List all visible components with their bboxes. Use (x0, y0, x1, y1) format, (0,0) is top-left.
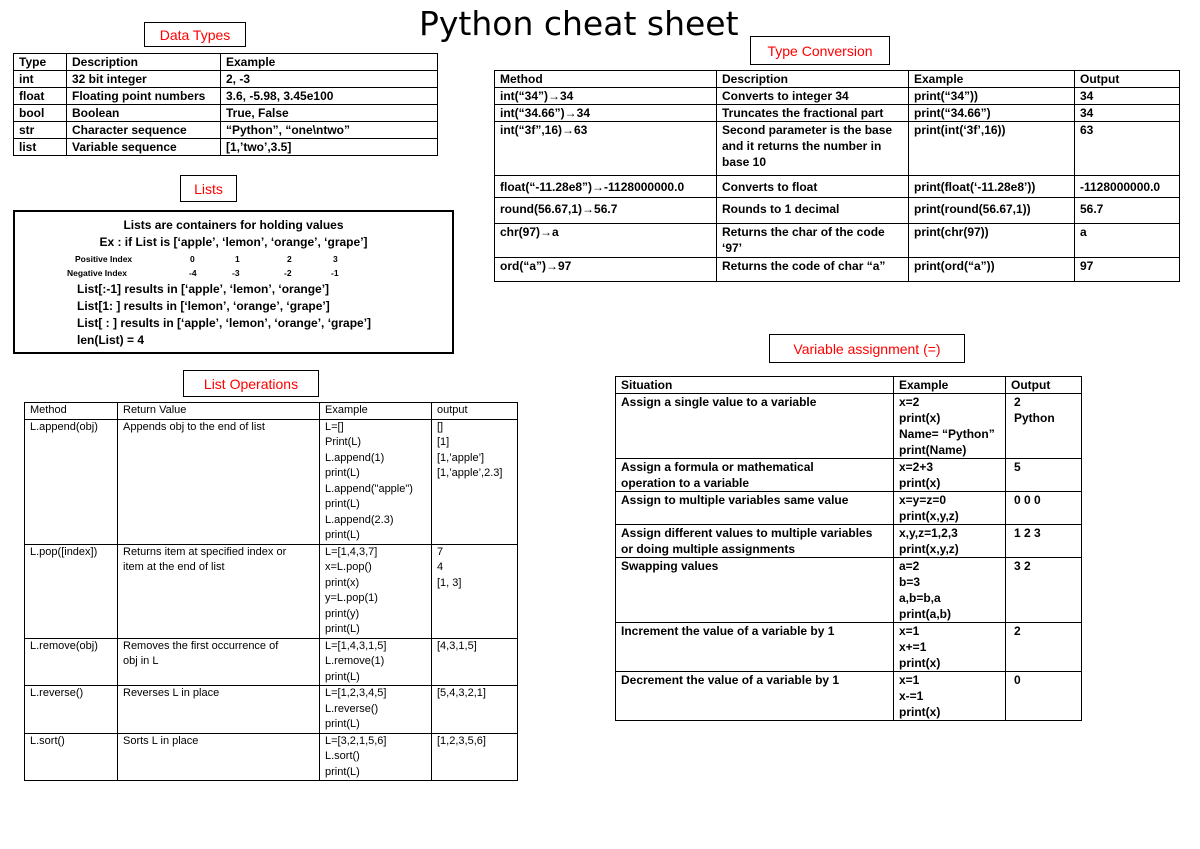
example-cell-line: x-=1 (899, 689, 924, 703)
column-header: Output (1006, 377, 1082, 394)
type-cell: int (14, 71, 67, 88)
return-value-cell (118, 544, 320, 638)
example-cell-line: print(L) (325, 718, 360, 730)
table-row (495, 88, 1180, 105)
example-cell (320, 733, 432, 781)
example-cell (320, 419, 432, 544)
column-header: Example (320, 403, 432, 420)
column-header: Output (1075, 71, 1180, 88)
table-row (616, 492, 1082, 525)
return-value-cell-line: Sorts L in place (123, 734, 199, 747)
description-cell (717, 88, 909, 105)
table-row (14, 122, 438, 139)
method-cell: L.reverse() (25, 686, 118, 734)
example-cell (894, 394, 1006, 459)
lists-heading: Lists (180, 175, 237, 202)
example-cell-line: x=2 (899, 395, 920, 409)
negative-index-value: -1 (331, 268, 339, 278)
example-cell: “Python”, “one\ntwo” (221, 122, 438, 139)
table-header-row (25, 403, 518, 420)
output-cell-line: 5 (1014, 460, 1021, 474)
output-cell-line: 4 (437, 561, 444, 573)
table-row (495, 122, 1180, 176)
column-header: Description (67, 54, 221, 71)
slice-example: List[:-1] results in [‘apple’, ‘lemon’, ‘orange’] (77, 282, 330, 296)
description-cell (717, 176, 909, 198)
example-cell (320, 686, 432, 734)
output-cell: 34 (1075, 105, 1180, 122)
table-row (495, 176, 1180, 198)
example-cell: print(“34.66”) (909, 105, 1075, 122)
example-cell (894, 492, 1006, 525)
page-title: Python cheat sheet (419, 4, 739, 43)
situation-cell-line: or doing multiple assignments (621, 542, 796, 556)
output-cell (1006, 394, 1082, 459)
type-cell: list (14, 139, 67, 156)
return-value-cell (118, 733, 320, 781)
method-cell: int(“34”)→34 (495, 88, 717, 105)
negative-index-value: -3 (232, 268, 240, 278)
example-cell-line: print(L) (325, 623, 360, 635)
output-cell-line: [1,’apple’] (437, 451, 485, 464)
description-cell-line: Returns the code of char “a” (722, 259, 886, 273)
example-cell-line: print(L) (325, 529, 360, 541)
situation-cell-line: Increment the value of a variable by 1 (621, 624, 835, 638)
example-cell-line: print(L) (325, 498, 360, 510)
example-cell-line: L=[3,2,1,5,6] (325, 734, 387, 747)
method-cell: L.append(obj) (25, 419, 118, 544)
example-cell-line: x=L.pop() (325, 561, 372, 573)
negative-index-value: -2 (284, 268, 292, 278)
table-row (495, 224, 1180, 258)
table-row (14, 105, 438, 122)
example-cell-line: print(a,b) (899, 607, 951, 621)
example-cell (894, 672, 1006, 721)
example-cell-line: L.append("apple") (325, 482, 413, 495)
situation-cell (616, 459, 894, 492)
situation-cell-line: Swapping values (621, 559, 719, 573)
lists-definition: Lists are containers for holding values (123, 218, 344, 232)
method-cell: round(56.67,1)→56.7 (495, 198, 717, 224)
lists-box (13, 210, 454, 354)
len-example: len(List) = 4 (77, 333, 145, 347)
example-cell-line: x,y,z=1,2,3 (899, 526, 958, 540)
method-cell: int(“34.66”)→34 (495, 105, 717, 122)
method-cell: L.remove(obj) (25, 638, 118, 686)
description-cell: 32 bit integer (67, 71, 221, 88)
example-cell-line: print(L) (325, 670, 360, 683)
type-cell: bool (14, 105, 67, 122)
table-row (495, 105, 1180, 122)
list-operations-table (24, 402, 518, 781)
variable-assignment-heading: Variable assignment (=) (769, 334, 965, 363)
example-cell (320, 638, 432, 686)
type-cell: str (14, 122, 67, 139)
return-value-cell-line: item at the end of list (123, 561, 225, 573)
output-cell-line: 0 0 0 (1014, 493, 1041, 507)
list-operations-heading: List Operations (183, 370, 319, 397)
return-value-cell (118, 686, 320, 734)
output-cell (432, 686, 518, 734)
description-cell: Boolean (67, 105, 221, 122)
situation-cell-line: operation to a variable (621, 476, 750, 490)
description-cell (717, 258, 909, 282)
example-cell-line: x=1 (899, 673, 920, 687)
column-header: Method (25, 403, 118, 420)
table-row (616, 394, 1082, 459)
return-value-cell-line: Returns item at specified index or (123, 545, 287, 558)
output-cell: 56.7 (1075, 198, 1180, 224)
column-header: Example (909, 71, 1075, 88)
example-cell-line: print(x,y,z) (899, 542, 959, 556)
table-row (616, 525, 1082, 558)
example-cell-line: L.remove(1) (325, 655, 385, 667)
description-cell-line: ‘97’ (722, 241, 743, 255)
example-cell-line: print(x) (899, 656, 941, 670)
lists-example: Ex : if List is [‘apple’, ‘lemon’, ‘orange’, ‘grape’] (99, 235, 368, 249)
example-cell-line: L.append(2.3) (325, 513, 394, 526)
example-cell-line: x=y=z=0 (899, 493, 947, 507)
table-row (495, 198, 1180, 224)
situation-cell (616, 623, 894, 672)
description-cell-line: Converts to float (722, 180, 818, 194)
table-row (25, 686, 518, 734)
return-value-cell-line: Appends obj to the end of list (123, 420, 265, 433)
example-cell-line: x=2+3 (899, 460, 934, 474)
example-cell-line: Name= “Python” (899, 427, 995, 441)
output-cell (1006, 623, 1082, 672)
positive-index-value: 2 (287, 254, 292, 264)
output-cell-line: [1,2,3,5,6] (437, 734, 486, 747)
description-cell (717, 105, 909, 122)
return-value-cell-line: Reverses L in place (123, 687, 220, 699)
output-cell (1006, 672, 1082, 721)
situation-cell (616, 492, 894, 525)
column-header: output (432, 403, 518, 420)
type-conversion-heading: Type Conversion (750, 36, 890, 65)
method-cell: L.pop([index]) (25, 544, 118, 638)
example-cell (894, 558, 1006, 623)
situation-cell (616, 672, 894, 721)
output-cell-line: [1,’apple’,2.3] (437, 467, 503, 479)
example-cell (894, 525, 1006, 558)
method-cell: ord(“a”)→97 (495, 258, 717, 282)
example-cell-line: print(x,y,z) (899, 509, 959, 523)
description-cell (717, 122, 909, 176)
description-cell (717, 224, 909, 258)
description-cell-line: Truncates the fractional part (722, 106, 884, 120)
column-header: Method (495, 71, 717, 88)
description-cell-line: Returns the char of the code (722, 225, 885, 239)
example-cell (894, 623, 1006, 672)
output-cell-line: [1, 3] (437, 576, 462, 589)
type-cell: float (14, 88, 67, 105)
column-header: Description (717, 71, 909, 88)
example-cell-line: x+=1 (899, 640, 927, 654)
description-cell: Character sequence (67, 122, 221, 139)
example-cell-line: print(Name) (899, 443, 967, 457)
example-cell: 3.6, -5.98, 3.45e100 (221, 88, 438, 105)
example-cell-line: print(L) (325, 765, 360, 778)
situation-cell-line: Assign to multiple variables same value (621, 493, 849, 507)
situation-cell-line: Assign a formula or mathematical (621, 460, 814, 474)
example-cell-line: b=3 (899, 575, 921, 589)
column-header: Type (14, 54, 67, 71)
return-value-cell-line: Removes the first occurrence of (123, 639, 279, 652)
table-row (25, 638, 518, 686)
output-cell-line: [] (437, 420, 444, 433)
example-cell-line: print(L) (325, 467, 360, 479)
example-cell (320, 544, 432, 638)
data-types-table (13, 53, 438, 156)
example-cell-line: print(y) (325, 607, 360, 620)
table-row (25, 419, 518, 544)
example-cell: print(“34”)) (909, 88, 1075, 105)
example-cell-line: L.reverse() (325, 702, 379, 715)
example-cell-line: a,b=b,a (899, 591, 941, 605)
description-cell-line: base 10 (722, 155, 767, 169)
example-cell-line: L=[1,4,3,7] (325, 545, 378, 558)
output-cell (432, 544, 518, 638)
situation-cell (616, 558, 894, 623)
slice-example: List[1: ] results in [‘lemon’, ‘orange’, ‘grape’] (77, 299, 330, 313)
output-cell-line: 0 (1014, 673, 1021, 687)
output-cell-line: 7 (437, 545, 444, 558)
method-cell: float(“-11.28e8”)→-1128000000.0 (495, 176, 717, 198)
table-row (14, 71, 438, 88)
output-cell-line: 2 (1014, 395, 1021, 409)
description-cell: Variable sequence (67, 139, 221, 156)
situation-cell-line: Decrement the value of a variable by 1 (621, 673, 840, 687)
situation-cell-line: Assign different values to multiple variables (621, 526, 873, 540)
table-row (495, 258, 1180, 282)
column-header: Situation (616, 377, 894, 394)
table-row (616, 623, 1082, 672)
example-cell (894, 459, 1006, 492)
example-cell-line: print(x) (899, 705, 941, 719)
example-cell-line: a=2 (899, 559, 920, 573)
example-cell-line: x=1 (899, 624, 920, 638)
output-cell-line: [1] (437, 436, 450, 448)
description-cell-line: Rounds to 1 decimal (722, 202, 840, 216)
example-cell: print(round(56.67,1)) (909, 198, 1075, 224)
column-header: Example (221, 54, 438, 71)
example-cell-line: print(x) (325, 576, 360, 589)
table-header-row (495, 71, 1180, 88)
example-cell: print(chr(97)) (909, 224, 1075, 258)
table-row (25, 544, 518, 638)
column-header: Return Value (118, 403, 320, 420)
data-types-heading: Data Types (144, 22, 246, 47)
description-cell-line: Converts to integer 34 (722, 89, 849, 103)
type-conversion-table (494, 70, 1180, 282)
example-cell: 2, -3 (221, 71, 438, 88)
positive-index-value: 3 (333, 254, 338, 264)
output-cell-line: [4,3,1,5] (437, 639, 477, 652)
situation-cell (616, 394, 894, 459)
output-cell (1006, 525, 1082, 558)
situation-cell (616, 525, 894, 558)
example-cell-line: print(x) (899, 476, 941, 490)
output-cell: -1128000000.0 (1075, 176, 1180, 198)
output-cell: a (1075, 224, 1180, 258)
example-cell-line: L=[1,2,3,4,5] (325, 687, 387, 699)
example-cell-line: L.append(1) (325, 451, 385, 464)
example-cell: print(ord(“a”)) (909, 258, 1075, 282)
output-cell: 97 (1075, 258, 1180, 282)
negative-index-label: Negative Index (67, 268, 127, 278)
table-header-row (14, 54, 438, 71)
description-cell-line: and it returns the number in (722, 139, 882, 153)
table-row (14, 139, 438, 156)
positive-index-value: 1 (235, 254, 240, 264)
output-cell: 63 (1075, 122, 1180, 176)
slice-example: List[ : ] results in [‘apple’, ‘lemon’, ‘orange’, ‘grape’] (77, 316, 372, 330)
output-cell-line: [5,4,3,2,1] (437, 687, 486, 699)
table-row (616, 558, 1082, 623)
output-cell (1006, 459, 1082, 492)
output-cell-line: 2 (1014, 624, 1021, 638)
table-header-row (616, 377, 1082, 394)
return-value-cell (118, 638, 320, 686)
output-cell (1006, 492, 1082, 525)
example-cell-line: Print(L) (325, 436, 362, 448)
example-cell-line: L.sort() (325, 750, 360, 762)
method-cell: chr(97)→a (495, 224, 717, 258)
return-value-cell-line: obj in L (123, 655, 159, 667)
output-cell-line: Python (1014, 411, 1055, 425)
output-cell-line: 3 2 (1014, 559, 1031, 573)
description-cell-line: Second parameter is the base (722, 123, 893, 137)
example-cell-line: print(x) (899, 411, 941, 425)
table-row (25, 733, 518, 781)
method-cell: int(“3f”,16)→63 (495, 122, 717, 176)
example-cell: print(float(‘-11.28e8’)) (909, 176, 1075, 198)
method-cell: L.sort() (25, 733, 118, 781)
description-cell (717, 198, 909, 224)
example-cell: [1,’two’,3.5] (221, 139, 438, 156)
positive-index-value: 0 (190, 254, 195, 264)
table-row (14, 88, 438, 105)
situation-cell-line: Assign a single value to a variable (621, 395, 817, 409)
output-cell (432, 733, 518, 781)
example-cell-line: L=[] (325, 420, 344, 433)
example-cell: True, False (221, 105, 438, 122)
table-row (616, 672, 1082, 721)
output-cell (432, 419, 518, 544)
example-cell: print(int(‘3f’,16)) (909, 122, 1075, 176)
output-cell (1006, 558, 1082, 623)
example-cell-line: y=L.pop(1) (325, 592, 378, 604)
table-row (616, 459, 1082, 492)
description-cell: Floating point numbers (67, 88, 221, 105)
return-value-cell (118, 419, 320, 544)
negative-index-value: -4 (189, 268, 197, 278)
positive-index-label: Positive Index (75, 254, 133, 264)
example-cell-line: L=[1,4,3,1,5] (325, 639, 387, 652)
output-cell-line: 1 2 3 (1014, 526, 1041, 540)
column-header: Example (894, 377, 1006, 394)
variable-assignment-table (615, 376, 1082, 721)
output-cell: 34 (1075, 88, 1180, 105)
output-cell (432, 638, 518, 686)
